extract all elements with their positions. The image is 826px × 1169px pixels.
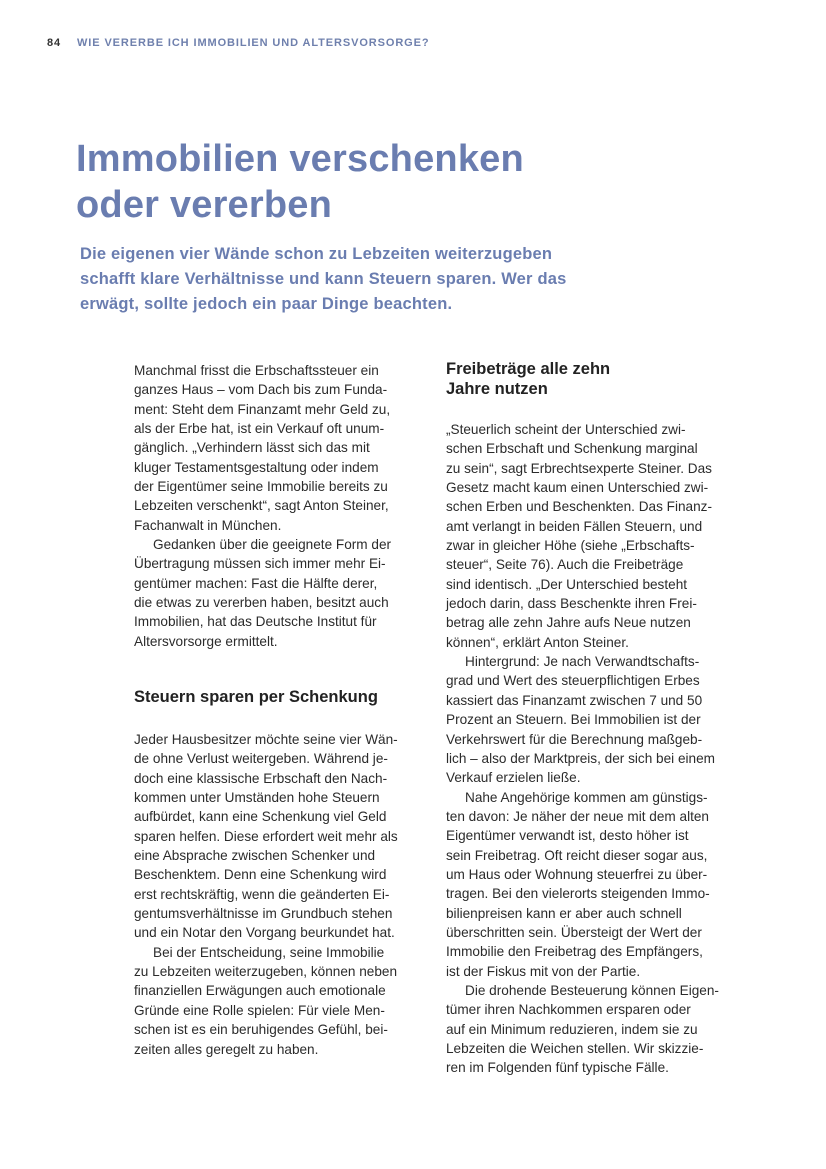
text-line: schen Erbschaft und Schenkung marginal — [446, 441, 698, 457]
text-line: amt verlangt in beiden Fällen Steuern, und — [446, 518, 703, 534]
paragraph — [134, 361, 391, 535]
text-line: Jeder Hausbesitzer möchte seine vier Wän- — [134, 732, 398, 747]
text-line: finanziellen Erwägungen auch emotionale — [134, 983, 386, 999]
text-line: lich – also der Marktpreis, der sich bei einem — [446, 750, 715, 766]
text-line: eine Absprache zwischen Schenker und — [134, 848, 376, 864]
running-header — [47, 37, 429, 49]
text-line: erwägt, sollte jedoch ein paar Dinge beachten. — [80, 295, 453, 313]
text-line: sind identisch. „Der Unterschied besteht — [446, 576, 688, 592]
text-line: kommen unter Umständen hohe Steuern — [134, 790, 380, 806]
text-line: überschritten sein. Übersteigt der Wert der — [446, 924, 702, 940]
text-line: die etwas zu vererben haben, besitzt auch — [134, 595, 389, 611]
text-line: Nahe Angehörige kommen am günstigs- — [465, 789, 708, 805]
text-line: schen Erben und Beschenkten. Das Finanz- — [446, 499, 712, 515]
text-line: ten davon: Je näher der neue mit dem alten — [446, 808, 709, 824]
text-line: sein Freibetrag. Oft reicht dieser sogar aus, — [446, 847, 708, 863]
section-heading-schenkung — [134, 688, 378, 708]
text-line: Fachanwalt in München. — [134, 517, 282, 533]
text-line: Bei der Entscheidung, seine Immobilie — [153, 944, 385, 960]
text-line: Gedanken über die geeignete Form der — [153, 537, 392, 553]
text-line: zu sein“, sagt Erbrechtsexperte Steiner. Das — [446, 460, 712, 476]
text-line: gentümer machen: Fast die Hälfte derer, — [134, 575, 378, 591]
article-title — [76, 136, 524, 228]
text-line: gänglich. „Verhindern lässt sich das mit — [134, 440, 370, 456]
text-line: Steuern sparen per Schenkung — [134, 688, 378, 706]
text-line: Freibeträge alle zehn — [446, 360, 611, 378]
left-intro — [134, 361, 391, 651]
text-line: ment: Steht dem Finanzamt mehr Geld zu, — [134, 401, 391, 417]
text-line: Immobilie den Freibetrag des Empfängers, — [446, 944, 703, 960]
text-line: aufbürdet, kann eine Schenkung viel Geld — [134, 809, 387, 825]
text-line: Lebzeiten die Weichen stellen. Wir skizzie- — [446, 1041, 704, 1056]
text-line: der Eigentümer seine Immobilie bereits zu — [134, 479, 388, 495]
text-line: „Steuerlich scheint der Unterschied zwi- — [446, 422, 686, 437]
text-line: schen ist es ein beruhigendes Gefühl, bei- — [134, 1022, 388, 1038]
text-line: zwar in gleicher Höhe (siehe „Erbschafts- — [446, 538, 695, 554]
text-line: Die eigenen vier Wände schon zu Lebzeiten weiterzugeben — [80, 245, 553, 263]
text-line: Beschenktem. Denn eine Schenkung wird — [134, 867, 387, 883]
text-line: Altersvorsorge ermittelt. — [134, 633, 278, 649]
text-line: ist der Fiskus mit von der Partie. — [446, 963, 641, 979]
text-line: Eigentümer verwandt ist, desto höher ist — [446, 828, 689, 844]
text-line: zeiten alles geregelt zu haben. — [134, 1041, 319, 1057]
text-line: tragen. Bei den vielerorts steigenden Immo- — [446, 886, 710, 902]
article-lead — [80, 242, 567, 317]
text-line: jedoch darin, dass Beschenkte ihren Frei- — [446, 596, 697, 612]
text-line: Manchmal frisst die Erbschaftssteuer ein — [134, 363, 379, 378]
section-heading-freibetraege — [446, 360, 610, 399]
text-line: Immobilien verschenken — [76, 138, 524, 180]
paragraph — [134, 535, 391, 651]
right-body — [446, 420, 719, 1078]
text-line: Prozent an Steuern. Bei Immobilien ist der — [446, 712, 701, 728]
text-line: Die drohende Besteuerung können Eigen- — [465, 982, 719, 998]
paragraph — [134, 730, 398, 943]
paragraph — [446, 981, 719, 1078]
text-line: ren im Folgenden fünf typische Fälle. — [446, 1060, 669, 1076]
text-line: Gesetz macht kaum einen Unterschied zwi- — [446, 480, 709, 496]
text-line: Verkauf erzielen ließe. — [446, 770, 581, 786]
text-line: und ein Notar den Vorgang beurkundet hat. — [134, 925, 395, 941]
text-line: können“, erklärt Anton Steiner. — [446, 634, 629, 650]
text-line: Hintergrund: Je nach Verwandtschafts- — [465, 654, 700, 670]
text-line: zu Lebzeiten weiterzugeben, können neben — [134, 964, 398, 980]
paragraph — [446, 652, 719, 787]
text-line: oder vererben — [76, 184, 333, 226]
text-line: als der Erbe hat, ist ein Verkauf oft unum- — [134, 421, 385, 437]
text-line: Immobilien, hat das Deutsche Institut für — [134, 614, 377, 630]
paragraph — [446, 420, 719, 652]
text-line: bilienpreisen kann er aber auch schnell — [446, 905, 682, 921]
text-line: erst rechtskräftig, wenn die geänderten Ei- — [134, 886, 390, 902]
text-line: kluger Testamentsgestaltung oder indem — [134, 459, 379, 475]
left-body — [134, 730, 398, 1059]
text-line: auf ein Minimum reduzieren, indem sie zu — [446, 1021, 698, 1037]
text-line: ganzes Haus – vom Dach bis zum Funda- — [134, 382, 388, 398]
text-line: doch eine klassische Erbschaft den Nach- — [134, 770, 388, 786]
text-line: Lebzeiten verschenkt“, sagt Anton Steiner, — [134, 498, 389, 514]
text-line: schafft klare Verhältnisse und kann Steuern sparen. Wer das — [80, 270, 567, 288]
text-line: Gründe eine Rolle spielen: Für viele Men- — [134, 1002, 385, 1018]
page-number: 84 — [47, 37, 62, 49]
text-line: tümer ihren Nachkommen ersparen oder — [446, 1002, 691, 1018]
text-line: de ohne Verlust weitergeben. Während je- — [134, 751, 388, 767]
text-line: Übertragung müssen sich immer mehr Ei- — [134, 556, 386, 572]
text-line: steuer“, Seite 76). Auch die Freibeträge — [446, 557, 684, 573]
running-title: WIE VERERBE ICH IMMOBILIEN UND ALTERSVORSORGE? — [77, 37, 430, 49]
paragraph — [134, 943, 398, 1059]
text-line: gentumsverhältnisse im Grundbuch stehen — [134, 906, 393, 922]
text-line: betrag alle zehn Jahre aufs Neue nutzen — [446, 615, 691, 631]
text-line: grad und Wert des steuerpflichtigen Erbes — [446, 673, 700, 689]
text-line: Verkehrswert für die Berechnung maßgeb- — [446, 731, 703, 747]
text-line: um Haus oder Wohnung steuerfrei zu über- — [446, 866, 708, 882]
paragraph — [446, 788, 719, 981]
text-line: kassiert das Finanzamt zwischen 7 und 50 — [446, 692, 703, 708]
text-line: sparen helfen. Diese erfordert weit mehr als — [134, 828, 398, 844]
text-line: Jahre nutzen — [446, 379, 548, 398]
